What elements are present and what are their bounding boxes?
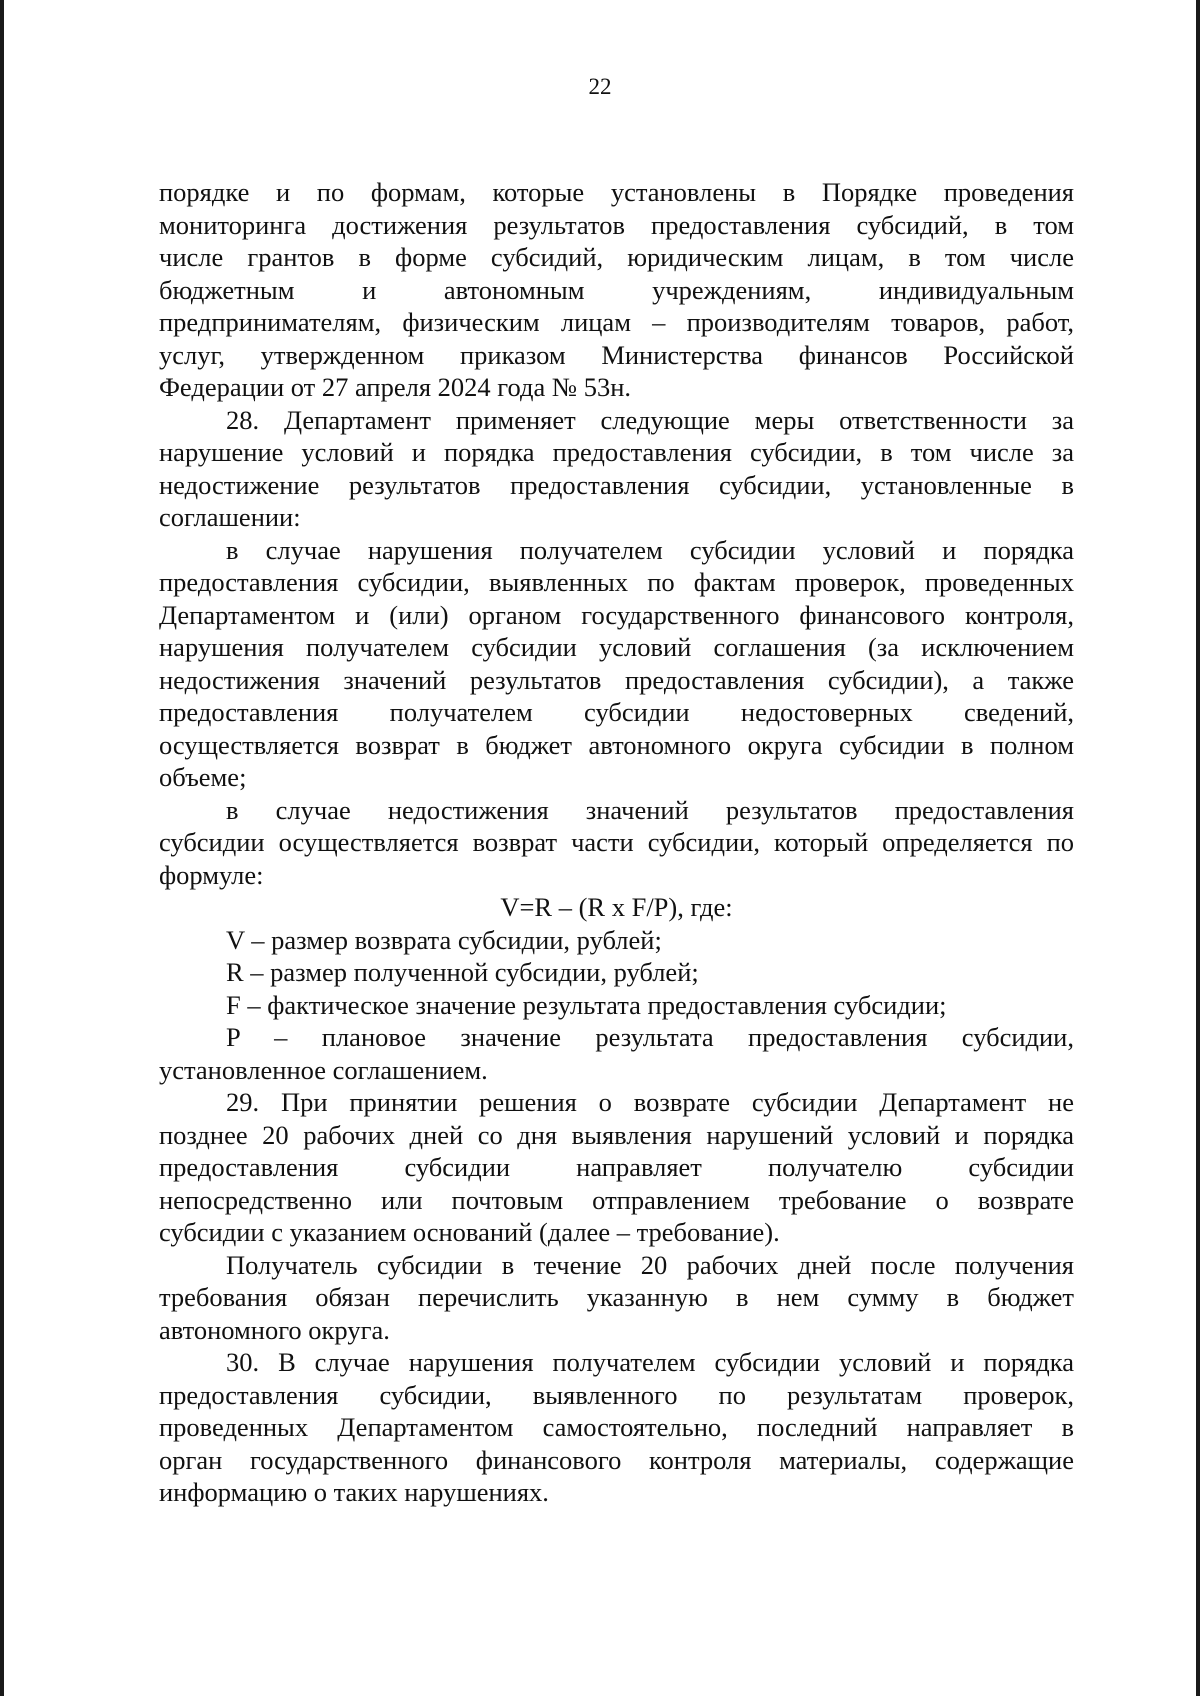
text-line: нарушение условий и порядка предоставления субсидии, в том числе за (159, 437, 1074, 467)
text-line: 29. При принятии решения о возврате субсидии Департамент не (226, 1087, 1074, 1117)
text-line: информацию о таких нарушениях. (159, 1477, 549, 1507)
paragraph (159, 891, 1074, 924)
text-line: предоставления субсидии, выявленных по фактам проверок, проведенных (159, 567, 1074, 597)
text-line: установленное соглашением. (159, 1054, 488, 1085)
text-line: 28. Департамент применяет следующие меры ответственности за (226, 404, 1074, 435)
text-line: нарушения получателем субсидии условий соглашения (за исключением (159, 632, 1074, 662)
text-line: осуществляется возврат в бюджет автономного округа субсидии в полном (159, 729, 1074, 760)
text-line: объеме; (159, 762, 247, 792)
paragraph (159, 1249, 1074, 1347)
text-line: порядке и по формам, которые установлены в Порядке проведения (159, 177, 1074, 207)
text-line: субсидии с указанием оснований (далее – требование). (159, 1217, 780, 1247)
text-line: бюджетным и автономным учреждениям, индивидуальным (159, 274, 1074, 305)
text-line: P – плановое значение результата предоставления субсидии, (226, 1022, 1074, 1052)
text-line: мониторинга достижения результатов предоставления субсидий, в том (159, 209, 1074, 240)
text-line: F – фактическое значение результата предоставления субсидии; (226, 989, 947, 1020)
text-line: предоставления субсидии, выявленного по результатам проверок, (159, 1379, 1074, 1410)
text-line: 30. В случае нарушения получателем субсидии условий и порядка (226, 1347, 1074, 1377)
text-line: требования обязан перечислить указанную в нем сумму в бюджет (159, 1282, 1074, 1312)
text-line: услуг, утвержденном приказом Министерства финансов Российской (159, 339, 1074, 370)
paragraph (159, 989, 1074, 1022)
text-line: V – размер возврата субсидии, рублей; (226, 924, 662, 955)
text-line: предоставления получателем субсидии недостоверных сведений, (159, 697, 1074, 727)
text-line: Департаментом и (или) органом государственного финансового контроля, (159, 599, 1074, 630)
text-line: недостижения значений результатов предоставления субсидии), а также (159, 664, 1074, 695)
paragraph (159, 404, 1074, 534)
text-line: соглашении: (159, 502, 301, 532)
page-number: 22 (588, 74, 612, 99)
text-line: предпринимателям, физическим лицам – производителям товаров, работ, (159, 307, 1074, 337)
document-body (159, 176, 1074, 1509)
paragraph (159, 1086, 1074, 1249)
text-line: Получатель субсидии в течение 20 рабочих дней после получения (226, 1249, 1074, 1280)
formula-line: V=R – (R x F/P), где: (500, 892, 733, 922)
text-line: недостижение результатов предоставления субсидии, установленные в (159, 469, 1074, 500)
paragraph (159, 924, 1074, 957)
text-line: числе грантов в форме субсидий, юридическим лицам, в том числе (159, 242, 1074, 272)
text-line: в случае нарушения получателем субсидии условий и порядка (226, 534, 1074, 565)
text-line: проведенных Департаментом самостоятельно, последний направляет в (159, 1412, 1074, 1442)
text-line: позднее 20 рабочих дней со дня выявления нарушений условий и порядка (159, 1119, 1074, 1150)
paragraph (159, 534, 1074, 794)
paragraph (159, 794, 1074, 892)
text-line: непосредственно или почтовым отправлением требование о возврате (159, 1184, 1074, 1215)
paragraph (159, 176, 1074, 404)
paragraph (159, 1346, 1074, 1509)
paragraph (159, 1021, 1074, 1086)
text-line: автономного округа. (159, 1314, 390, 1345)
text-line: Федерации от 27 апреля 2024 года № 53н. (159, 372, 632, 402)
paragraph (159, 956, 1074, 989)
text-line: орган государственного финансового контроля материалы, содержащие (159, 1444, 1074, 1475)
text-line: формуле: (159, 859, 264, 890)
text-line: предоставления субсидии направляет получателю субсидии (159, 1152, 1074, 1182)
scan-edge-left (0, 0, 4, 1696)
text-line: в случае недостижения значений результатов предоставления (226, 794, 1074, 825)
text-line: R – размер полученной субсидии, рублей; (226, 957, 699, 987)
text-line: субсидии осуществляется возврат части субсидии, который определяется по (159, 827, 1074, 857)
scan-edge-right (1196, 0, 1200, 1696)
